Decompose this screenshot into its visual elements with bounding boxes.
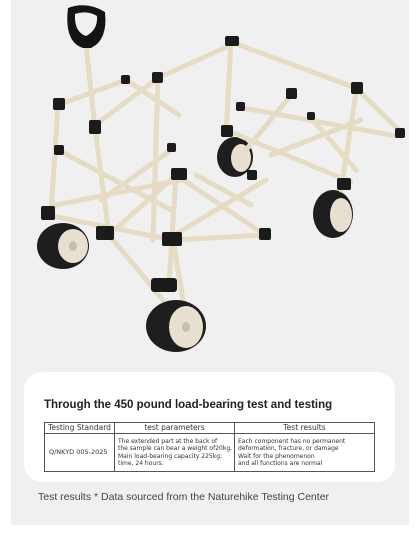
table-row: [45, 434, 375, 472]
results-line: Wait for the phenomenon: [238, 452, 315, 460]
results-line: and all functions are normal: [238, 460, 323, 467]
cell-results: [235, 434, 375, 472]
header-test-parameters: test parameters: [115, 423, 235, 434]
rear-right-wheel: [313, 190, 353, 238]
parameters-line: time, 24 hours.: [118, 460, 164, 467]
table-header-row: [45, 423, 375, 434]
card-title: Through the 450 pound load-bearing test and testing: [44, 399, 333, 411]
cell-standard: Q/NKYD 005-2025: [45, 434, 115, 472]
cell-parameters: [115, 434, 235, 472]
parameters-line: the sample can bear a weight of20kg,: [118, 445, 233, 452]
footnote: Test results * Data sourced from the Naturehike Testing Center: [38, 491, 330, 503]
header-test-results: Test results: [235, 423, 375, 434]
parameters-line: The extended part at the back of: [118, 437, 218, 445]
load-test-card: [24, 372, 395, 482]
parameters-line: Main load-bearing capacity 225kg;: [118, 452, 223, 460]
front-left-wheel: [37, 223, 89, 269]
header-testing-standard: Testing Standard: [45, 423, 115, 434]
results-line: deformation, fracture, or damage: [238, 445, 339, 452]
folding-wagon-frame-image: [11, 0, 409, 370]
front-center-wheel: [146, 300, 206, 352]
results-line: Each component has no permanent: [238, 437, 346, 445]
load-test-table: [44, 422, 375, 472]
